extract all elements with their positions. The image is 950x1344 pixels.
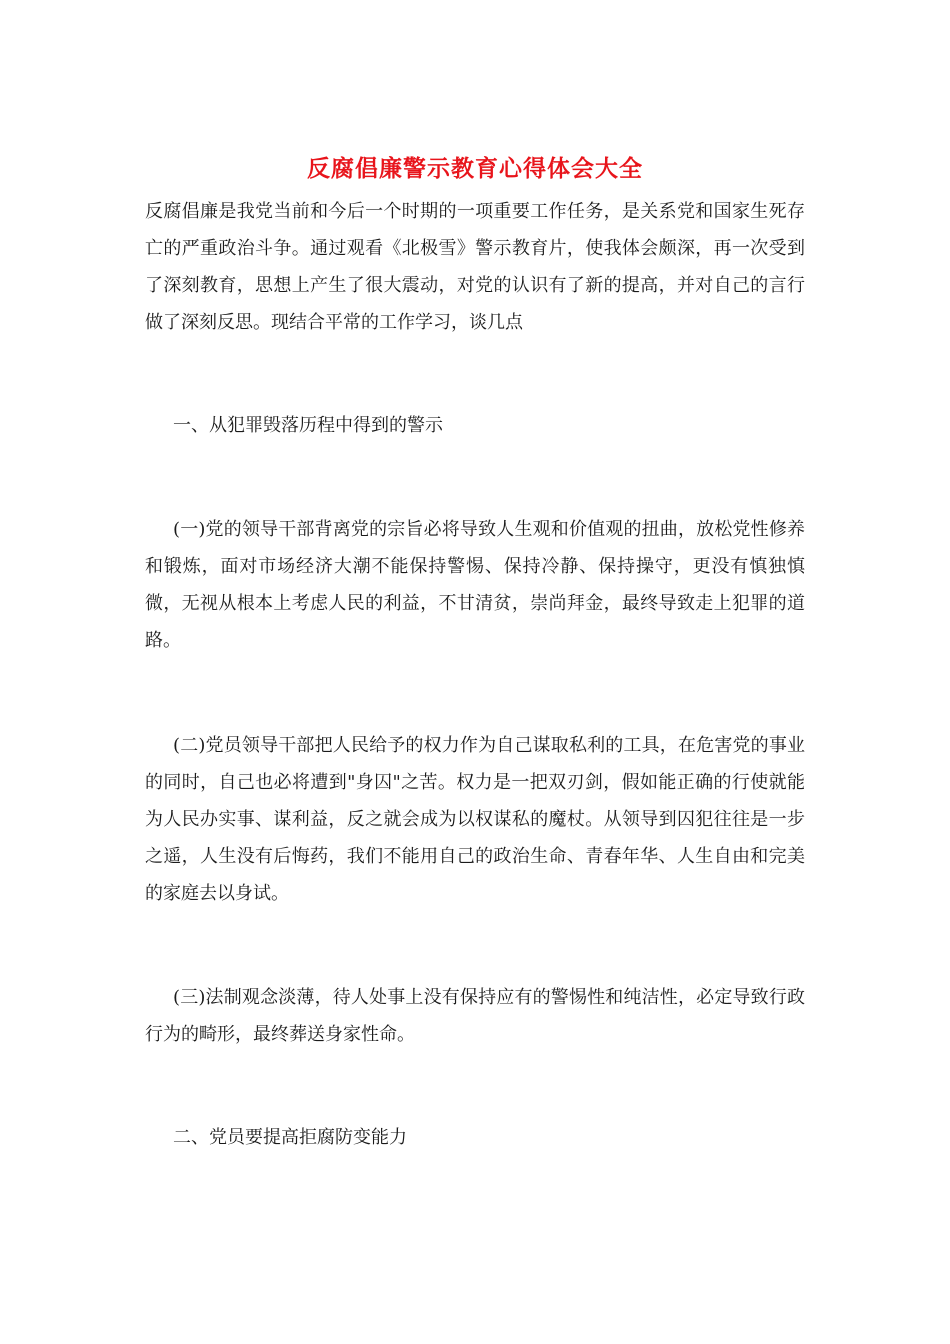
section-heading-2: 二、党员要提高拒腐防变能力: [173, 1127, 407, 1148]
document-title: 反腐倡廉警示教育心得体会大全: [307, 155, 643, 182]
intro-paragraph: 反腐倡廉是我党当前和今后一个时期的一项重要工作任务，是关系党和国家生死存亡的严重政治斗争。通过观看《北极雪》警示教育片，使我体会颇深，再一次受到了深刻教育，思想上产生了很大震动，对党的认识有了新的提高，并对自己的言行做了深刻反思。现结合平常的工作学习，谈几点: [145, 201, 805, 333]
paragraph-point-3: (三)法制观念淡薄，待人处事上没有保持应有的警惕性和纯洁性，必定导致行政行为的畸形，最终葬送身家性命。: [145, 987, 805, 1045]
paragraph-point-2: (二)党员领导干部把人民给予的权力作为自己谋取私利的工具，在危害党的事业的同时，自己也必将遭到"身囚"之苦。权力是一把双刃剑，假如能正确的行使就能为人民办实事、谋利益，反之就会成为以权谋私的魔杖。从领导到囚犯往往是一步之遥，人生没有后悔药，我们不能用自己的政治生命、青春年华、人生自由和完美的家庭去以身试。: [145, 735, 805, 904]
paragraph-point-1: (一)党的领导干部背离党的宗旨必将导致人生观和价值观的扭曲，放松党性修养和锻炼，面对市场经济大潮不能保持警惕、保持冷静、保持操守，更没有慎独慎微，无视从根本上考虑人民的利益，不甘清贫，崇尚拜金，最终导致走上犯罪的道路。: [145, 519, 805, 651]
section-heading-1: 一、从犯罪毁落历程中得到的警示: [173, 415, 443, 436]
